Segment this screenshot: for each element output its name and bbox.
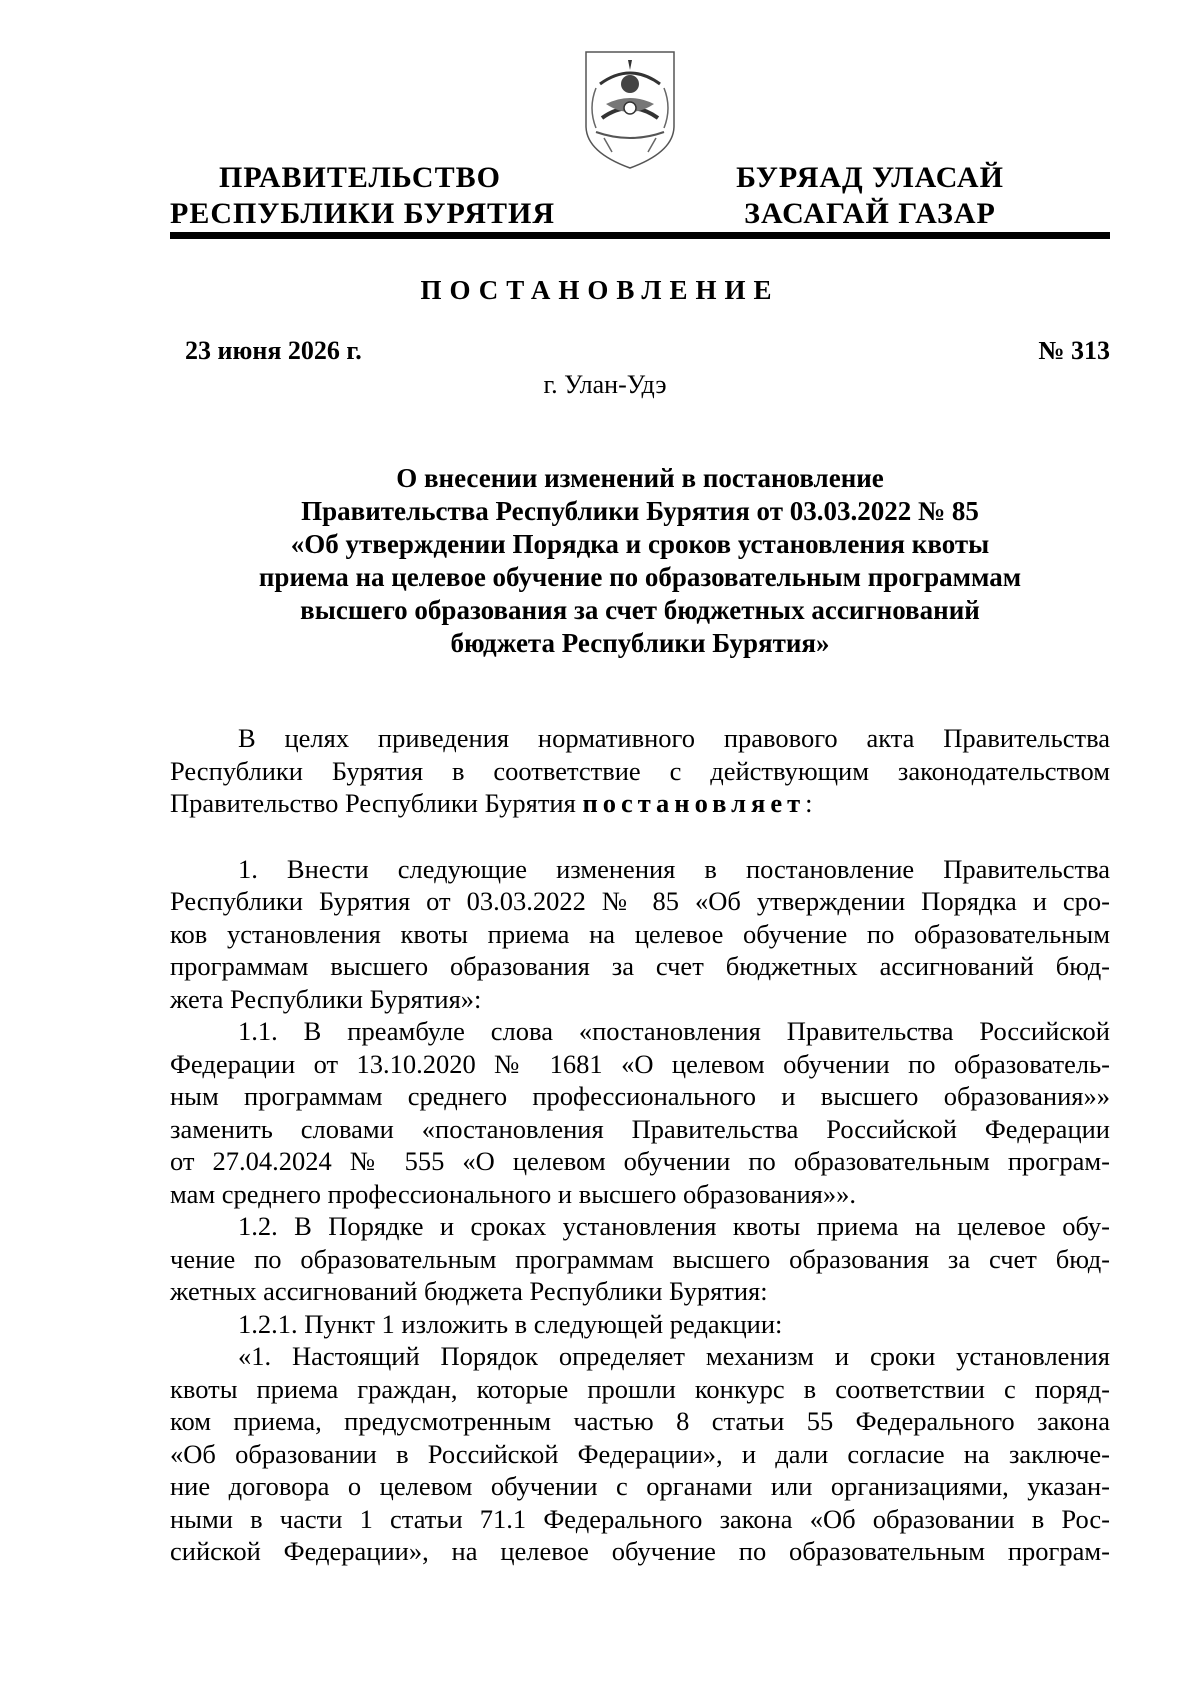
body-text [170,853,1110,1568]
document-title [160,462,1120,660]
body-line: заменить словами «постановления Правительства Российской Федерации [170,1113,1110,1144]
body-line: ным программам среднего профессионального и высшего образования»» [170,1081,1110,1111]
enacting-keyword: постановляет [582,788,806,818]
title-line: бюджета Республики Бурятия» [450,628,830,658]
coat-of-arms-emblem [582,48,678,172]
org-name-buryat-line: ЗАСАГАЙ ГАЗАР [744,197,996,230]
body-line: ние договора о целевом обучении с органами или организациями, указан- [170,1471,1110,1501]
title-line: приема на целевое обучение по образовательным программам [258,562,1022,592]
body-line: 1.2. В Порядке и сроках установления квоты приема на целевое обу- [238,1211,1110,1241]
body-line: чение по образовательным программам высшего образования за счет бюд- [170,1243,1110,1274]
org-name-russian [170,160,556,232]
body-line: «1. Настоящий Порядок определяет механизм и сроки установления [238,1341,1110,1371]
paragraph-gap [170,820,1110,853]
body-line: сийской Федерации», на целевое обучение по образовательным програм- [170,1536,1110,1566]
preamble-line [170,787,1110,820]
body-line: мам среднего профессионального и высшего образования»». [170,1178,856,1209]
preamble-line: В целях приведения нормативного правового акта Правительства [238,723,1110,753]
body-line: 1.1. В преамбуле слова «постановления Правительства Российской [238,1016,1110,1046]
preamble-line: Республики Бурятия в соответствие с действующим законодательством [170,755,1110,786]
document-date: 23 июня 2026 г. [185,336,362,365]
body-line: Федерации от 13.10.2020 № 1681 «О целевом обучении по образователь- [170,1048,1110,1079]
body-line: квоты приема граждан, которые прошли конкурс в соответствии с поряд- [170,1373,1110,1404]
title-line: «Об утверждении Порядка и сроков установления квоты [290,529,990,559]
org-name-russian-line: ПРАВИТЕЛЬСТВО [219,161,501,194]
preamble-text: Правительство Республики Бурятия [170,788,583,818]
document-city: г. Улан-Удэ [543,370,667,399]
org-name-russian-line: РЕСПУБЛИКИ БУРЯТИЯ [170,197,556,230]
body-line: 1.2.1. Пункт 1 изложить в следующей редакции: [238,1308,783,1339]
body-line: программам высшего образования за счет бюджетных ассигнований бюд- [170,951,1110,981]
coat-of-arms-icon [582,48,678,172]
body-line: 1. Внести следующие изменения в постановление Правительства [238,853,1110,884]
body-line: ком приема, предусмотренным частью 8 статьи 55 Федерального закона [170,1406,1110,1436]
org-name-buryat-line: БУРЯАД УЛАСАЙ [736,161,1004,194]
document-type: ПОСТАНОВЛЕНИЕ [420,275,780,305]
body-line: жета Республики Бурятия»: [170,983,482,1014]
body-line: ными в части 1 статьи 71.1 Федерального закона «Об образовании в Рос- [170,1503,1110,1534]
body-line: ков установления квоты приема на целевое обучение по образовательным [170,918,1110,949]
body-line: Республики Бурятия от 03.03.2022 № 85 «Об утверждении Порядка и сро- [170,886,1110,916]
body-line: жетных ассигнований бюджета Республики Бурятия: [170,1276,768,1306]
document-number: № 313 [1038,336,1110,365]
title-line: высшего образования за счет бюджетных ассигнований [300,595,980,625]
body-line: от 27.04.2024 № 555 «О целевом обучении по образовательным програм- [170,1146,1110,1176]
title-line: О внесении изменений в постановление [396,463,884,493]
org-name-buryat [720,160,1020,232]
document-body [170,722,1110,1568]
title-line: Правительства Республики Бурятия от 03.03.2022 № 85 [301,496,979,526]
header-divider [170,232,1110,239]
preamble-punctuation: : [805,788,813,818]
body-line: «Об образовании в Российской Федерации», и дали согласие на заключе- [170,1438,1110,1469]
